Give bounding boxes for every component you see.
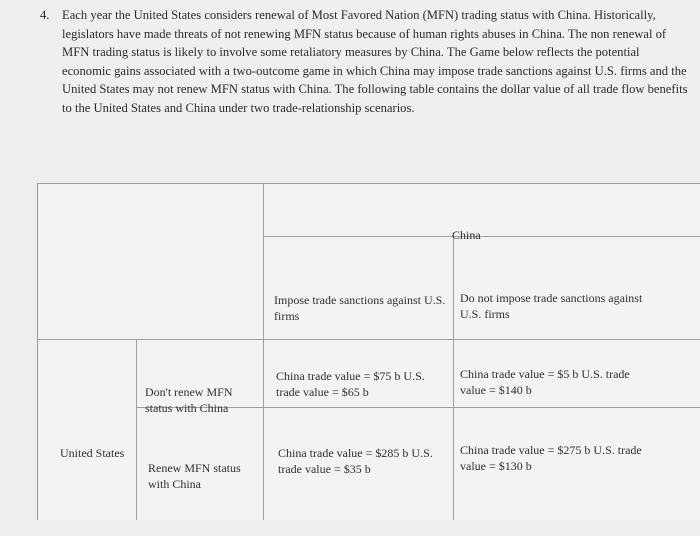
column-strategy-2: Do not impose trade sanctions against U.S. firms	[460, 291, 643, 321]
payoff-matrix	[37, 183, 700, 520]
row-player-label: United States	[60, 446, 125, 460]
divider	[136, 339, 137, 520]
payoff-cell-2-1: China trade value = $285 b U.S. trade value = $35 b	[278, 446, 433, 476]
payoff-cell-1-2: China trade value = $5 b U.S. trade value = $140 b	[460, 367, 630, 397]
problem-statement	[40, 6, 690, 118]
problem-text: Each year the United States considers renewal of Most Favored Nation (MFN) trading status with China. Historically, legislators have made threats of not renewing MFN status because of human rights abuses in China. The non renewal of MFN trading status is likely to involve some retaliatory measures by China. The Game below reflects the potential economic gains associated with a two-outcome game in which China may impose trade sanctions against U.S. firms and the United States may not renew MFN status with China. The following table contains the dollar value of all trade flow benefits to the United States and China under two trade-relationship scenarios.	[62, 8, 688, 115]
divider	[453, 236, 454, 520]
divider	[38, 339, 700, 340]
problem-number: 4.	[40, 8, 50, 22]
divider	[263, 184, 264, 520]
row-strategy-2: Renew MFN status with China	[148, 461, 241, 491]
payoff-cell-2-2: China trade value = $275 b U.S. trade value = $130 b	[460, 443, 642, 473]
row-strategy-1: Don't renew MFN status with China	[145, 385, 233, 415]
payoff-cell-1-1: China trade value = $75 b U.S. trade value = $65 b	[276, 369, 425, 399]
column-strategy-1: Impose trade sanctions against U.S. firms	[274, 293, 446, 323]
divider	[264, 236, 700, 237]
column-player-label: China	[452, 228, 481, 242]
